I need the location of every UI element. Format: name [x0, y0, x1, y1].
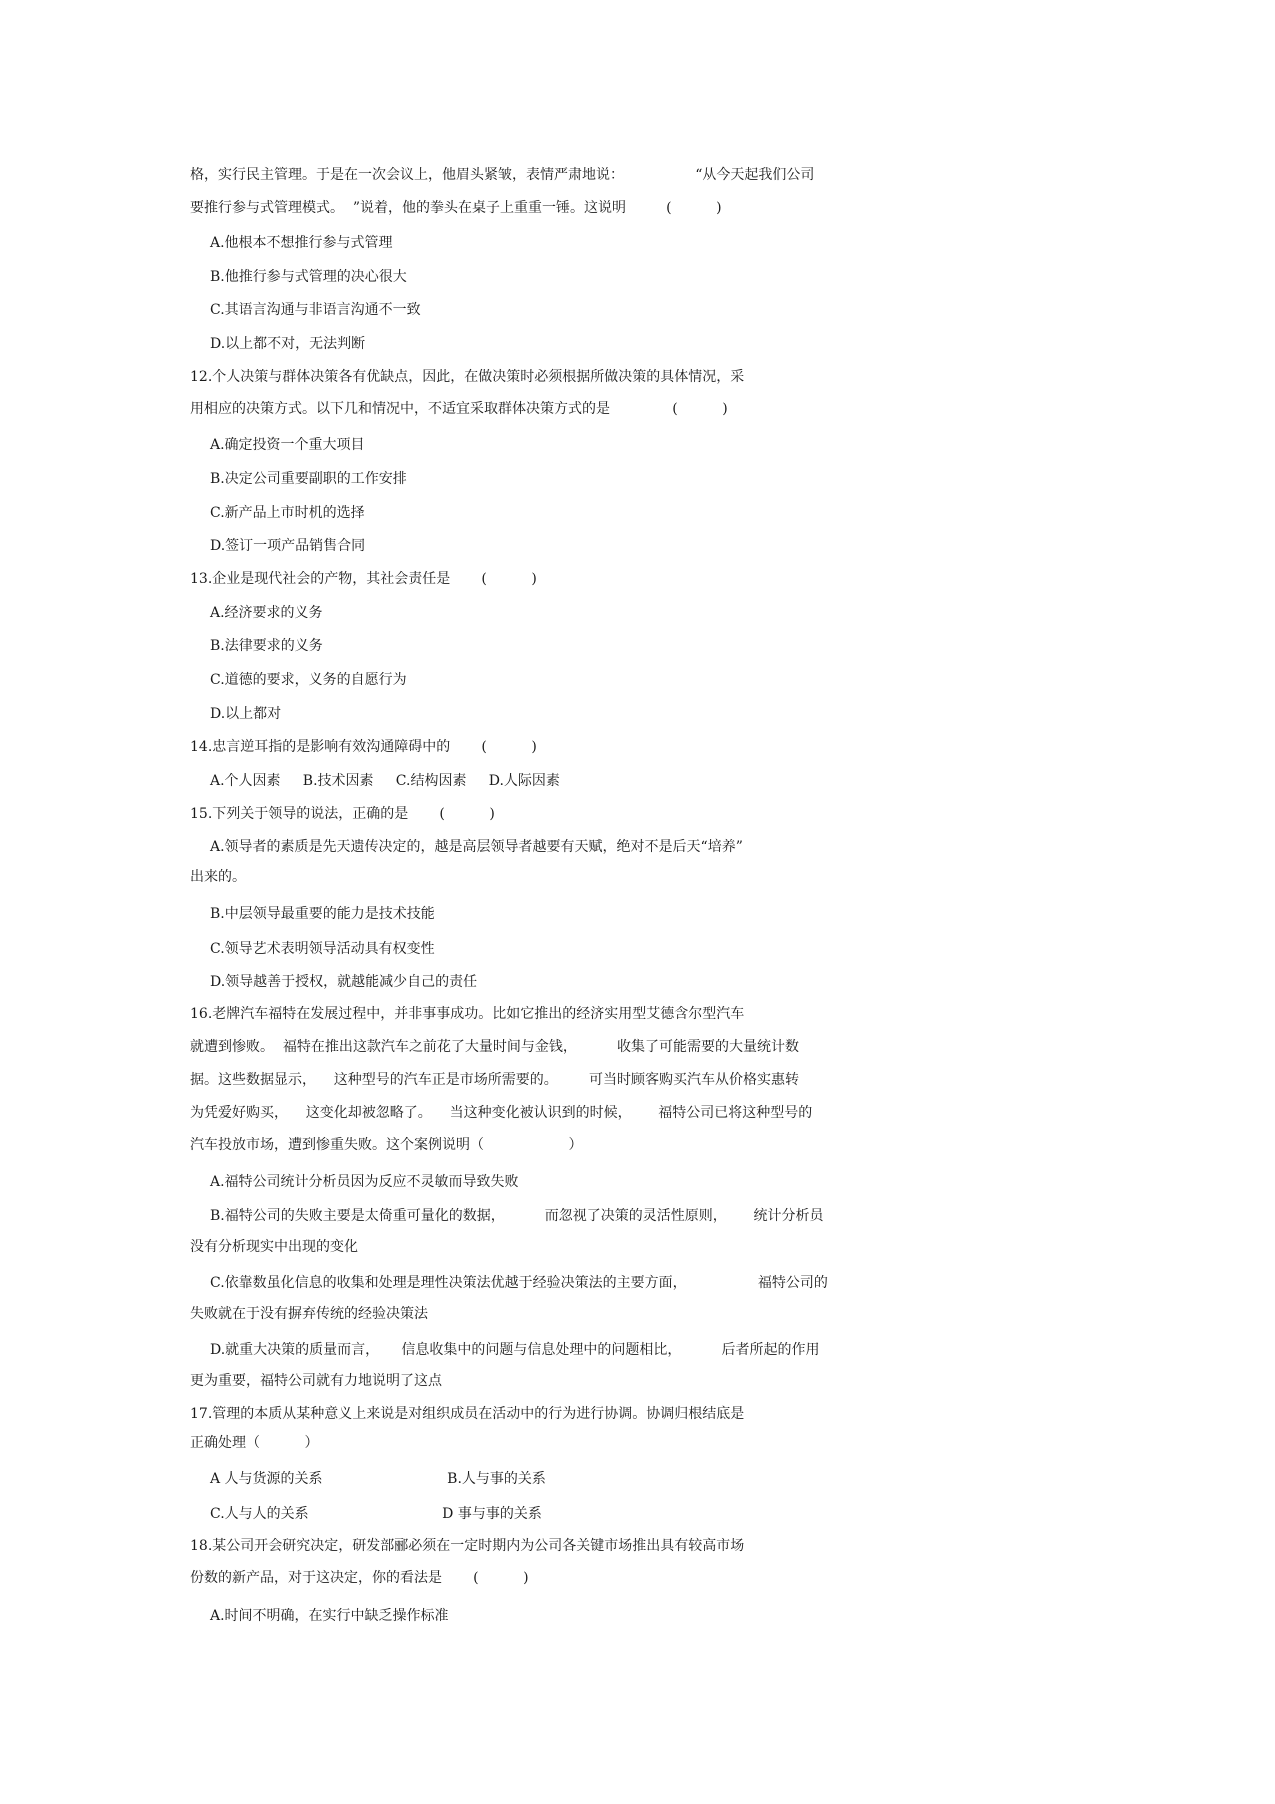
option-line: C.新产品上市时机的选择 [210, 505, 365, 521]
question-line: 16.老牌汽车福特在发展过程中，并非事事成功。比如它推出的经济实用型艾德含尔型汽车 [190, 1006, 745, 1022]
option-line: A.确定投资一个重大项目 [210, 437, 365, 453]
option-line: C.其语言沟通与非语言沟通不一致 [210, 302, 421, 318]
question-line: 汽车投放市场，遭到惨重失败。这个案例说明（ ） [190, 1137, 583, 1153]
option-line: C.依靠数虽化信息的收集和处理是理性决策法优越于经验决策法的主要方面， 福特公司的 [210, 1275, 828, 1291]
option-line-continued: 更为重要，福特公司就有力地说明了这点 [190, 1373, 442, 1389]
option-line: A.福特公司统计分析员因为反应不灵敏而导致失败 [210, 1174, 519, 1190]
question-line: 13.企业是现代社会的产物，其社会责任是 ( ) [190, 571, 537, 587]
question-line: 15.下列关于领导的说法，正确的是 ( ) [190, 806, 495, 822]
option-line: A 人与货源的关系 B.人与事的关系 [210, 1471, 546, 1487]
question-line: 就遭到惨败。 福特在推出这款汽车之前花了大量时间与金钱， 收集了可能需要的大量统计数 [190, 1039, 799, 1055]
option-line: A.个人因素 B.技术因素 C.结构因素 D.人际因素 [210, 773, 560, 789]
option-line: D.签订一项产品销售合同 [210, 538, 366, 554]
option-line: B.法律要求的义务 [210, 638, 323, 654]
option-line: D.领导越善于授权，就越能减少自己的责任 [210, 974, 478, 990]
text-line: 要推行参与式管理模式。 ”说着，他的拳头在桌子上重重一锤。这说明 ( ) [190, 200, 722, 216]
option-line: D.以上都不对，无法判断 [210, 336, 366, 352]
option-line: B.决定公司重要副职的工作安排 [210, 471, 407, 487]
question-line: 为凭爱好购买， 这变化却被忽略了。 当这种变化被认识到的时候， 福特公司已将这种型号的 [190, 1105, 813, 1121]
question-line: 用相应的决策方式。以下几和情况中，不适宜采取群体决策方式的是 ( ) [190, 401, 728, 417]
question-line: 据。这些数据显示， 这种型号的汽车正是市场所需要的。 可当时顾客购买汽车从价格实惠转 [190, 1072, 799, 1088]
option-line: B.福特公司的失败主要是太倚重可量化的数据， 而忽视了决策的灵活性原则， 统计分析员 [210, 1208, 824, 1224]
option-line: A.领导者的素质是先天遗传决定的，越是高层领导者越要有天赋，绝对不是后天“培养” [210, 839, 743, 855]
question-line: 17.管理的本质从某种意义上来说是对组织成员在活动中的行为进行协调。协调归根结底是 [190, 1406, 745, 1422]
option-line: D.以上都对 [210, 706, 282, 722]
option-line-continued: 出来的。 [190, 869, 246, 885]
option-line: C.人与人的关系 D 事与事的关系 [210, 1506, 542, 1522]
option-line-continued: 没有分析现实中出现的变化 [190, 1239, 358, 1255]
option-line: A.经济要求的义务 [210, 605, 323, 621]
question-line: 份数的新产品，对于这决定，你的看法是 ( ) [190, 1570, 529, 1586]
option-line: C.领导艺术表明领导活动具有权变性 [210, 941, 435, 957]
text-line: 格，实行民主管理。于是在一次会议上，他眉头紧皱，表情严肃地说： “从今天起我们公司 [190, 167, 815, 183]
option-line: B.他推行参与式管理的决心很大 [210, 269, 407, 285]
option-line-continued: 失败就在于没有摒弃传统的经验决策法 [190, 1306, 428, 1322]
option-line: B.中层领导最重要的能力是技术技能 [210, 906, 435, 922]
option-line: C.道德的要求，义务的自愿行为 [210, 672, 407, 688]
option-line: A.时间不明确，在实行中缺乏操作标准 [210, 1608, 449, 1624]
question-line: 12.个人决策与群体决策各有优缺点，因此，在做决策时必须根据所做决策的具体情况，采 [190, 369, 745, 385]
question-line: 14.忠言逆耳指的是影响有效沟通障碍中的 ( ) [190, 739, 537, 755]
option-line: D.就重大决策的质量而言， 信息收集中的问题与信息处理中的问题相比， 后者所起的作用 [210, 1342, 820, 1358]
option-line: A.他根本不想推行参与式管理 [210, 235, 393, 251]
question-line: 18.某公司开会研究决定，研发部郦必须在一定时期内为公司各关键市场推出具有较高市场 [190, 1538, 745, 1554]
question-line: 正确处理（ ） [190, 1435, 319, 1451]
